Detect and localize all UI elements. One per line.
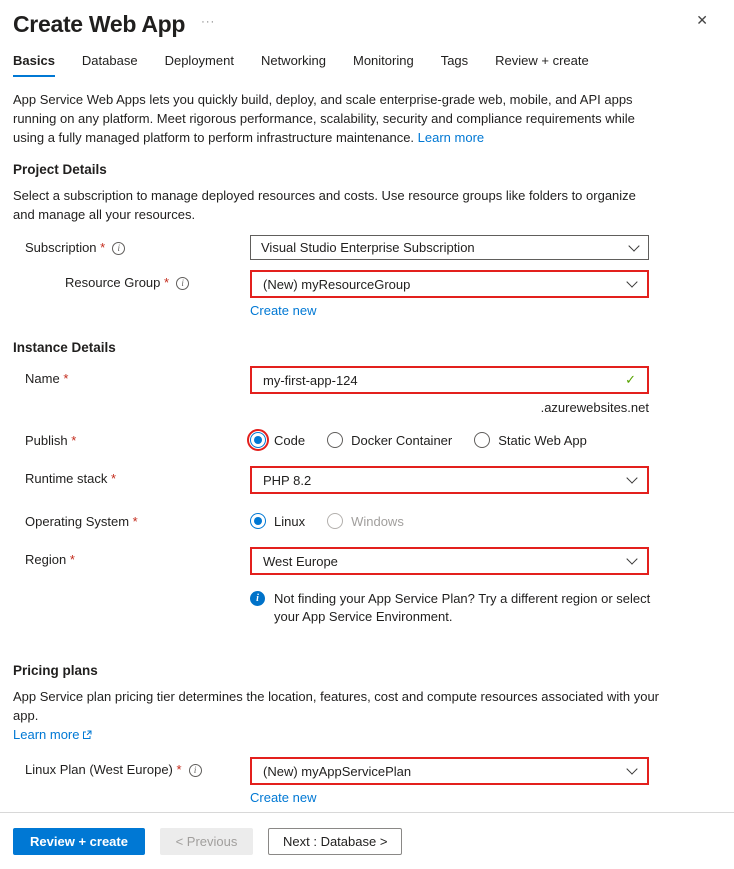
subscription-select[interactable] xyxy=(250,235,649,260)
radio-selected-icon xyxy=(250,513,266,529)
resource-group-label: Resource Group * i xyxy=(25,270,250,291)
domain-suffix: .azurewebsites.net xyxy=(540,400,649,415)
previous-button: < Previous xyxy=(160,828,253,855)
publish-label: Publish * xyxy=(25,433,77,448)
region-note-text: Not finding your App Service Plan? Try a different region or select your App Service Environment. xyxy=(274,591,651,624)
radio-selected-icon xyxy=(250,432,266,448)
chevron-down-icon xyxy=(626,763,637,774)
tab-review-create[interactable]: Review + create xyxy=(495,53,589,68)
region-info-note xyxy=(25,590,673,626)
review-create-button[interactable]: Review + create xyxy=(13,828,145,855)
region-highlight-box xyxy=(250,547,649,575)
tab-deployment[interactable]: Deployment xyxy=(164,53,234,68)
valid-check-icon: ✓ xyxy=(625,372,636,387)
more-options-icon[interactable]: ··· xyxy=(201,16,216,28)
tab-monitoring[interactable]: Monitoring xyxy=(352,53,414,68)
page-title: Create Web App xyxy=(13,11,186,37)
info-icon[interactable]: i xyxy=(189,764,202,777)
os-option-linux[interactable]: Linux xyxy=(250,513,305,529)
name-input[interactable] xyxy=(252,368,647,392)
close-icon[interactable]: ✕ xyxy=(696,12,708,28)
runtime-stack-highlight-box xyxy=(250,466,649,494)
name-row xyxy=(13,366,714,415)
footer-bar xyxy=(0,812,734,869)
name-highlight-box xyxy=(250,366,649,394)
tab-networking[interactable]: Networking xyxy=(260,53,326,68)
pricing-plans-description: App Service plan pricing tier determines the location, features, cost and compute resources associated with your app. Learn more xyxy=(13,689,660,742)
next-database-button[interactable]: Next : Database > xyxy=(268,828,402,855)
resource-group-create-new-link[interactable]: Create new xyxy=(250,303,317,318)
radio-disabled-icon xyxy=(327,513,343,529)
info-icon[interactable]: i xyxy=(176,277,189,290)
linux-plan-create-new-link[interactable]: Create new xyxy=(250,790,317,805)
chevron-down-icon xyxy=(626,472,637,483)
region-select[interactable] xyxy=(252,549,647,573)
radio-icon xyxy=(327,432,343,448)
linux-plan-value: (New) myAppServicePlan xyxy=(263,763,412,779)
region-value: West Europe xyxy=(263,553,338,569)
intro-text: App Service Web Apps lets you quickly build, deploy, and scale enterprise-grade web, mobile, and API apps running on any platform. Meet rigorous performance, scalability, security and compliance requirements while using a fully managed platform to perform infrastructure maintenance. xyxy=(13,92,635,145)
resource-group-value: (New) myResourceGroup xyxy=(263,276,411,292)
external-link-icon xyxy=(82,730,92,740)
chevron-down-icon xyxy=(626,553,637,564)
name-value: my-first-app-124 xyxy=(263,372,358,388)
info-icon[interactable]: i xyxy=(112,242,125,255)
radio-icon xyxy=(474,432,490,448)
subscription-value: Visual Studio Enterprise Subscription xyxy=(261,240,475,255)
publish-radio-group xyxy=(250,428,649,448)
intro-paragraph xyxy=(13,90,661,147)
project-details-description: Select a subscription to manage deployed resources and costs. Use resource groups like folders to organize and manage all your resources. xyxy=(13,188,636,222)
pricing-learn-more-link[interactable]: Learn more xyxy=(13,727,92,742)
runtime-stack-label: Runtime stack * xyxy=(25,471,117,486)
operating-system-label: Operating System * xyxy=(25,514,138,529)
publish-option-code[interactable]: Code xyxy=(250,432,305,448)
linux-plan-row xyxy=(13,757,714,806)
runtime-stack-value: PHP 8.2 xyxy=(263,472,312,488)
linux-plan-label: Linux Plan (West Europe) * i xyxy=(25,757,250,778)
operating-system-radio-group xyxy=(250,509,649,529)
name-label: Name * xyxy=(25,371,69,386)
linux-plan-select[interactable] xyxy=(252,759,647,783)
tab-database[interactable]: Database xyxy=(81,53,138,68)
resource-group-select[interactable] xyxy=(252,272,647,296)
subscription-row xyxy=(13,235,714,260)
resource-group-highlight-box xyxy=(250,270,649,298)
project-details-heading: Project Details xyxy=(13,162,107,177)
resource-group-row xyxy=(13,270,714,319)
pricing-plans-heading: Pricing plans xyxy=(13,663,98,678)
publish-option-docker-container[interactable]: Docker Container xyxy=(327,432,452,448)
linux-plan-highlight-box xyxy=(250,757,649,785)
subscription-label: Subscription * i xyxy=(25,235,250,256)
publish-row xyxy=(13,428,714,449)
runtime-stack-select[interactable] xyxy=(252,468,647,492)
instance-details-heading: Instance Details xyxy=(13,340,116,355)
tab-basics[interactable]: Basics xyxy=(13,52,55,77)
chevron-down-icon xyxy=(626,276,637,287)
intro-learn-more-link[interactable]: Learn more xyxy=(417,130,485,145)
info-filled-icon: i xyxy=(250,591,265,606)
publish-option-static-web-app[interactable]: Static Web App xyxy=(474,432,587,448)
tab-tags[interactable]: Tags xyxy=(440,53,469,68)
chevron-down-icon xyxy=(628,240,639,251)
os-option-windows: Windows xyxy=(327,513,404,529)
header xyxy=(13,0,714,38)
runtime-stack-row xyxy=(13,466,714,494)
region-label: Region * xyxy=(25,552,75,567)
operating-system-row xyxy=(13,509,714,530)
region-row xyxy=(13,547,714,575)
wizard-tabs xyxy=(13,52,714,77)
